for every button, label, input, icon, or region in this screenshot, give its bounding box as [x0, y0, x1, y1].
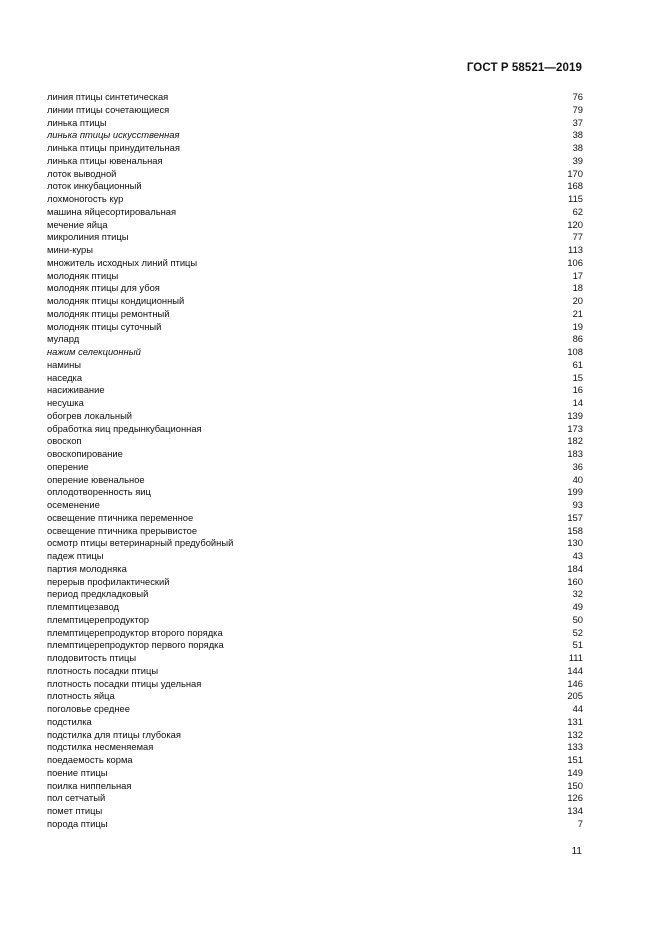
index-page-ref: 132	[567, 728, 583, 740]
index-page-ref: 170	[567, 167, 583, 179]
index-page-ref: 130	[567, 537, 583, 549]
index-entry	[47, 601, 583, 614]
index-entry	[47, 295, 583, 308]
index-page-ref: 93	[572, 499, 583, 510]
index-entry	[47, 142, 583, 155]
index-term: намины	[47, 358, 81, 370]
index-term: линии птицы сочетающиеся	[47, 103, 170, 115]
index-entry	[47, 678, 583, 691]
index-term: лоток выводной	[47, 167, 117, 179]
index-term: мечение яйца	[47, 218, 108, 230]
index-term: поедаемость корма	[47, 754, 133, 765]
index-page-ref: 131	[567, 715, 583, 727]
index-term: плотность яйца	[47, 690, 115, 702]
index-term: обработка яиц предынкубационная	[47, 422, 202, 434]
index-term: оперение ювенальное	[47, 473, 145, 485]
index-page-ref: 115	[568, 193, 583, 204]
index-entry	[47, 690, 583, 703]
index-page-ref: 111	[568, 652, 583, 663]
index-entry	[47, 104, 583, 117]
index-page-ref: 16	[572, 384, 583, 396]
index-entry	[47, 346, 583, 359]
index-entry	[47, 180, 583, 193]
index-entry	[47, 282, 583, 295]
index-entry	[47, 767, 583, 780]
index-page-ref: 51	[572, 639, 583, 651]
index-entry	[47, 614, 583, 627]
index-page-ref: 126	[567, 792, 583, 804]
index-page-ref: 146	[567, 677, 583, 689]
alphabetical-index	[47, 91, 583, 831]
index-term: обогрев локальный	[47, 409, 133, 421]
index-page-ref: 15	[572, 371, 583, 383]
index-page-ref: 120	[567, 218, 583, 230]
index-entry	[47, 423, 583, 436]
index-page-ref: 134	[567, 805, 583, 816]
index-page-ref: 182	[567, 435, 583, 447]
index-entry	[47, 576, 583, 589]
index-page-ref: 199	[567, 486, 583, 498]
index-term: лоток инкубационный	[47, 180, 142, 192]
index-entry	[47, 512, 583, 525]
index-page-ref: 168	[567, 180, 583, 192]
index-entry	[47, 193, 583, 206]
index-entry	[47, 117, 583, 130]
index-page-ref: 39	[572, 154, 583, 166]
index-entry	[47, 448, 583, 461]
index-entry	[47, 550, 583, 563]
index-entry	[47, 461, 583, 474]
index-term: овоскоп	[47, 435, 82, 447]
index-entry	[47, 91, 583, 104]
index-page-ref: 173	[567, 422, 583, 434]
index-term: племптицезавод	[47, 601, 119, 612]
index-term: плотность посадки птицы	[47, 664, 159, 676]
index-term: племптицерепродуктор первого порядка	[47, 639, 224, 651]
index-term: молодняк птицы кондиционный	[47, 295, 185, 306]
index-term: молодняк птицы	[47, 269, 119, 281]
index-entry	[47, 792, 583, 805]
index-page-ref: 43	[572, 550, 583, 561]
index-term: порода птицы	[47, 817, 108, 829]
index-term: подстилка для птицы глубокая	[47, 728, 181, 740]
index-page-ref: 144	[567, 664, 583, 676]
index-term: падеж птицы	[47, 550, 104, 561]
index-page-ref: 17	[572, 269, 583, 281]
index-term: линька птицы	[47, 116, 107, 128]
index-term: оплодотворенность яиц	[47, 486, 151, 498]
index-entry	[47, 754, 583, 767]
index-entry	[47, 270, 583, 283]
index-page-ref: 19	[572, 320, 583, 332]
index-term: осмотр птицы ветеринарный предубойный	[47, 537, 234, 549]
index-page-ref: 40	[572, 473, 583, 485]
index-term: наседка	[47, 371, 83, 383]
index-term: период предкладковый	[47, 588, 149, 600]
index-entry	[47, 155, 583, 168]
index-term: помет птицы	[47, 805, 103, 816]
index-entry	[47, 206, 583, 219]
index-page-ref: 150	[567, 779, 583, 791]
index-term: поение птицы	[47, 766, 108, 778]
index-entry	[47, 563, 583, 576]
index-page-ref: 157	[567, 511, 583, 523]
index-page-ref: 50	[572, 613, 583, 625]
index-entry	[47, 397, 583, 410]
index-entry	[47, 359, 583, 372]
index-entry	[47, 703, 583, 716]
index-term: линия птицы синтетическая	[47, 91, 169, 102]
index-page-ref: 133	[567, 741, 583, 753]
index-entry	[47, 321, 583, 334]
index-term: подстилка	[47, 715, 92, 727]
index-term: племптицерепродуктор второго порядка	[47, 626, 223, 638]
index-entry	[47, 639, 583, 652]
index-term: микролиния птицы	[47, 231, 129, 243]
index-page-ref: 37	[572, 116, 583, 128]
index-entry	[47, 665, 583, 678]
index-term: молодняк птицы суточный	[47, 320, 162, 332]
index-page-ref: 20	[572, 295, 583, 306]
index-page-ref: 184	[567, 562, 583, 574]
index-entry	[47, 410, 583, 423]
index-page-ref: 158	[567, 524, 583, 536]
document-header	[467, 62, 582, 74]
index-page-ref: 38	[572, 129, 583, 141]
index-page-ref: 113	[568, 244, 583, 255]
index-entry	[47, 805, 583, 818]
index-term: линька птицы ювенальная	[47, 154, 163, 166]
index-entry	[47, 716, 583, 729]
index-entry	[47, 219, 583, 232]
index-term: подстилка несменяемая	[47, 741, 154, 753]
index-page-ref: 86	[572, 333, 583, 345]
index-term: племптицерепродуктор	[47, 613, 149, 625]
index-term: насиживание	[47, 384, 105, 396]
index-entry	[47, 372, 583, 385]
index-page-ref: 149	[567, 766, 583, 778]
index-page-ref: 108	[567, 346, 583, 357]
index-term: плотность посадки птицы удельная	[47, 677, 202, 689]
index-term: молодняк птицы для убоя	[47, 282, 160, 294]
index-entry	[47, 244, 583, 257]
index-entry	[47, 537, 583, 550]
index-entry	[47, 474, 583, 487]
index-page-ref: 49	[572, 601, 583, 612]
index-page-ref: 44	[572, 703, 583, 714]
index-entry	[47, 499, 583, 512]
index-page-ref: 205	[567, 690, 583, 702]
index-term: множитель исходных линий птицы	[47, 256, 198, 268]
index-entry	[47, 486, 583, 499]
index-term: перерыв профилактический	[47, 575, 170, 587]
index-page-ref: 160	[567, 575, 583, 587]
index-entry	[47, 308, 583, 321]
index-entry	[47, 627, 583, 640]
index-term: пол сетчатый	[47, 792, 106, 804]
index-page-ref: 76	[572, 91, 583, 102]
index-term: поилка ниппельная	[47, 779, 132, 791]
index-page-ref: 62	[572, 205, 583, 217]
index-term: линька птицы принудительная	[47, 142, 180, 153]
index-term: машина яйцесортировальная	[47, 205, 177, 217]
index-term: поголовье среднее	[47, 703, 130, 714]
index-entry	[47, 384, 583, 397]
index-term: молодняк птицы ремонтный	[47, 307, 170, 319]
index-entry	[47, 818, 583, 831]
index-page-ref: 7	[577, 817, 583, 829]
index-term: лохмоногость кур	[47, 193, 124, 204]
index-entry	[47, 729, 583, 742]
index-entry	[47, 435, 583, 448]
index-page-ref: 77	[572, 231, 583, 243]
index-entry	[47, 168, 583, 181]
index-page-ref: 151	[567, 754, 583, 765]
index-term: освещение птичника переменное	[47, 511, 194, 523]
index-page-ref: 21	[572, 307, 583, 319]
index-term: партия молодняка	[47, 562, 127, 574]
index-entry	[47, 257, 583, 270]
index-term: осеменение	[47, 499, 100, 510]
index-page-ref: 61	[572, 358, 583, 370]
index-term: мини-куры	[47, 244, 93, 255]
index-page-ref: 32	[572, 588, 583, 600]
index-entry	[47, 780, 583, 793]
index-entry	[47, 652, 583, 665]
index-term: плодовитость птицы	[47, 652, 137, 663]
index-entry	[47, 129, 583, 142]
index-page-ref: 79	[572, 103, 583, 115]
index-page-ref: 139	[567, 409, 583, 421]
index-entry	[47, 741, 583, 754]
index-entry	[47, 231, 583, 244]
index-term: оперение	[47, 460, 89, 472]
page-number: 11	[571, 846, 582, 857]
index-term: освещение птичника прерывистое	[47, 524, 198, 536]
index-entry	[47, 588, 583, 601]
index-term: несушка	[47, 397, 84, 408]
index-term: линька птицы искусственная	[47, 129, 180, 141]
index-entry	[47, 333, 583, 346]
index-term: мулард	[47, 333, 80, 345]
index-page-ref: 36	[572, 460, 583, 472]
index-page-ref: 14	[572, 397, 583, 408]
index-page-ref: 106	[567, 256, 583, 268]
standard-id: ГОСТ Р 58521—2019	[466, 62, 582, 74]
index-term: овоскопирование	[47, 448, 123, 459]
index-page-ref: 38	[572, 142, 583, 153]
index-term: нажим селекционный	[47, 346, 141, 357]
index-entry	[47, 525, 583, 538]
index-page-ref: 183	[567, 448, 583, 459]
index-page-ref: 52	[572, 626, 583, 638]
index-page-ref: 18	[572, 282, 583, 294]
